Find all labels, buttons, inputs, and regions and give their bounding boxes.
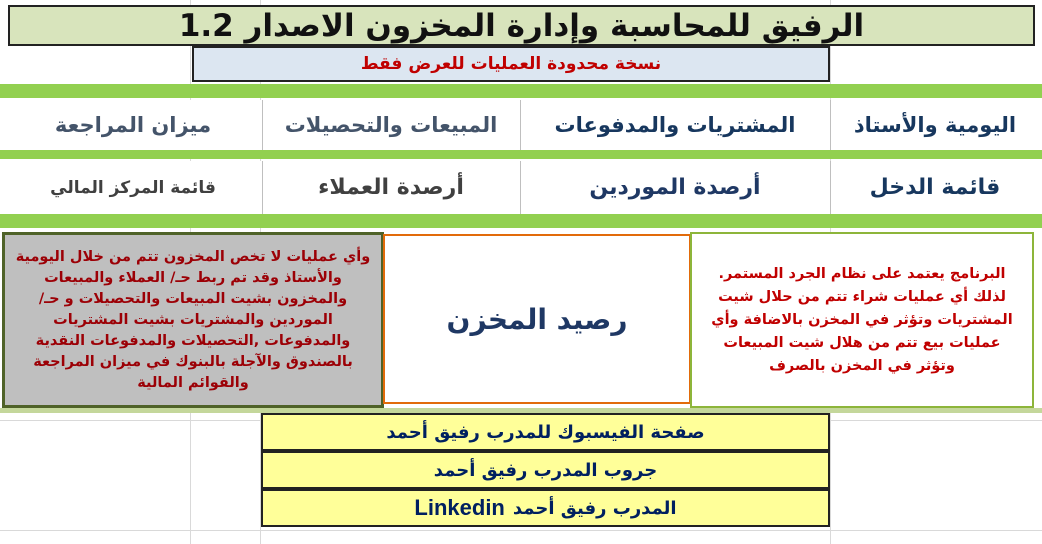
- nav-financial-position[interactable]: قائمة المركز المالي: [4, 161, 262, 214]
- nav-purchases-payments[interactable]: المشتريات والمدفوعات: [520, 100, 830, 150]
- divider: [830, 161, 831, 214]
- nav-inventory-balance[interactable]: رصيد المخزن: [383, 234, 691, 404]
- perpetual-inventory-note: البرنامج يعتمد على نظام الجرد المستمر. لذلك أي عمليات شراء تتم من حلال شيت المشتريات وتؤثر في المخزن بالاضافة وأي عمليات بيع تتم من هلال شيت المبيعات وتؤثر في المخزن بالصرف: [690, 232, 1034, 408]
- green-band-3: [0, 214, 1042, 228]
- nav-sales-collections[interactable]: المبيعات والتحصيلات: [262, 100, 520, 150]
- linkedin-link-label: المدرب رفيق أحمد: [512, 497, 677, 519]
- page-title: الرفيق للمحاسبة وإدارة المخزون الاصدار 1.2: [8, 5, 1035, 46]
- nav-income-statement[interactable]: قائمة الدخل: [830, 161, 1040, 214]
- gridline: [0, 530, 1042, 531]
- nav-daily-ledger[interactable]: اليومية والأستاذ: [830, 100, 1040, 150]
- linkedin-link[interactable]: [261, 489, 830, 527]
- nav-supplier-balances[interactable]: أرصدة الموردين: [520, 161, 830, 214]
- facebook-page-link[interactable]: صفحة الفيسبوك للمدرب رفيق أحمد: [261, 413, 830, 451]
- divider: [262, 100, 263, 150]
- linkedin-word: Linkedin: [414, 495, 505, 520]
- divider: [830, 100, 831, 150]
- nav-customer-balances[interactable]: أرصدة العملاء: [262, 161, 520, 214]
- divider: [520, 161, 521, 214]
- divider: [520, 100, 521, 150]
- non-inventory-note: وأي عمليات لا تخص المخزون تتم من خلال اليومية والأستاذ وقد تم ربط حـ/ العملاء والمبيعات والمخزون بشيت المبيعات والتحصيلات و حـ/ الموردين والمشتريات بشيت المشتريات والمدفوعات ,التحصيلات والمدفوعات النقدية بالصندوق والآجلة بالبنوك في ميزان المراجعة والقوائم المالية: [2, 232, 384, 408]
- green-band-1: [0, 84, 1042, 98]
- nav-trial-balance[interactable]: ميزان المراجعة: [4, 100, 262, 150]
- facebook-group-link[interactable]: جروب المدرب رفيق أحمد: [261, 451, 830, 489]
- page-subtitle: نسخة محدودة العمليات للعرض فقط: [192, 46, 830, 82]
- divider: [262, 161, 263, 214]
- green-band-2: [0, 150, 1042, 159]
